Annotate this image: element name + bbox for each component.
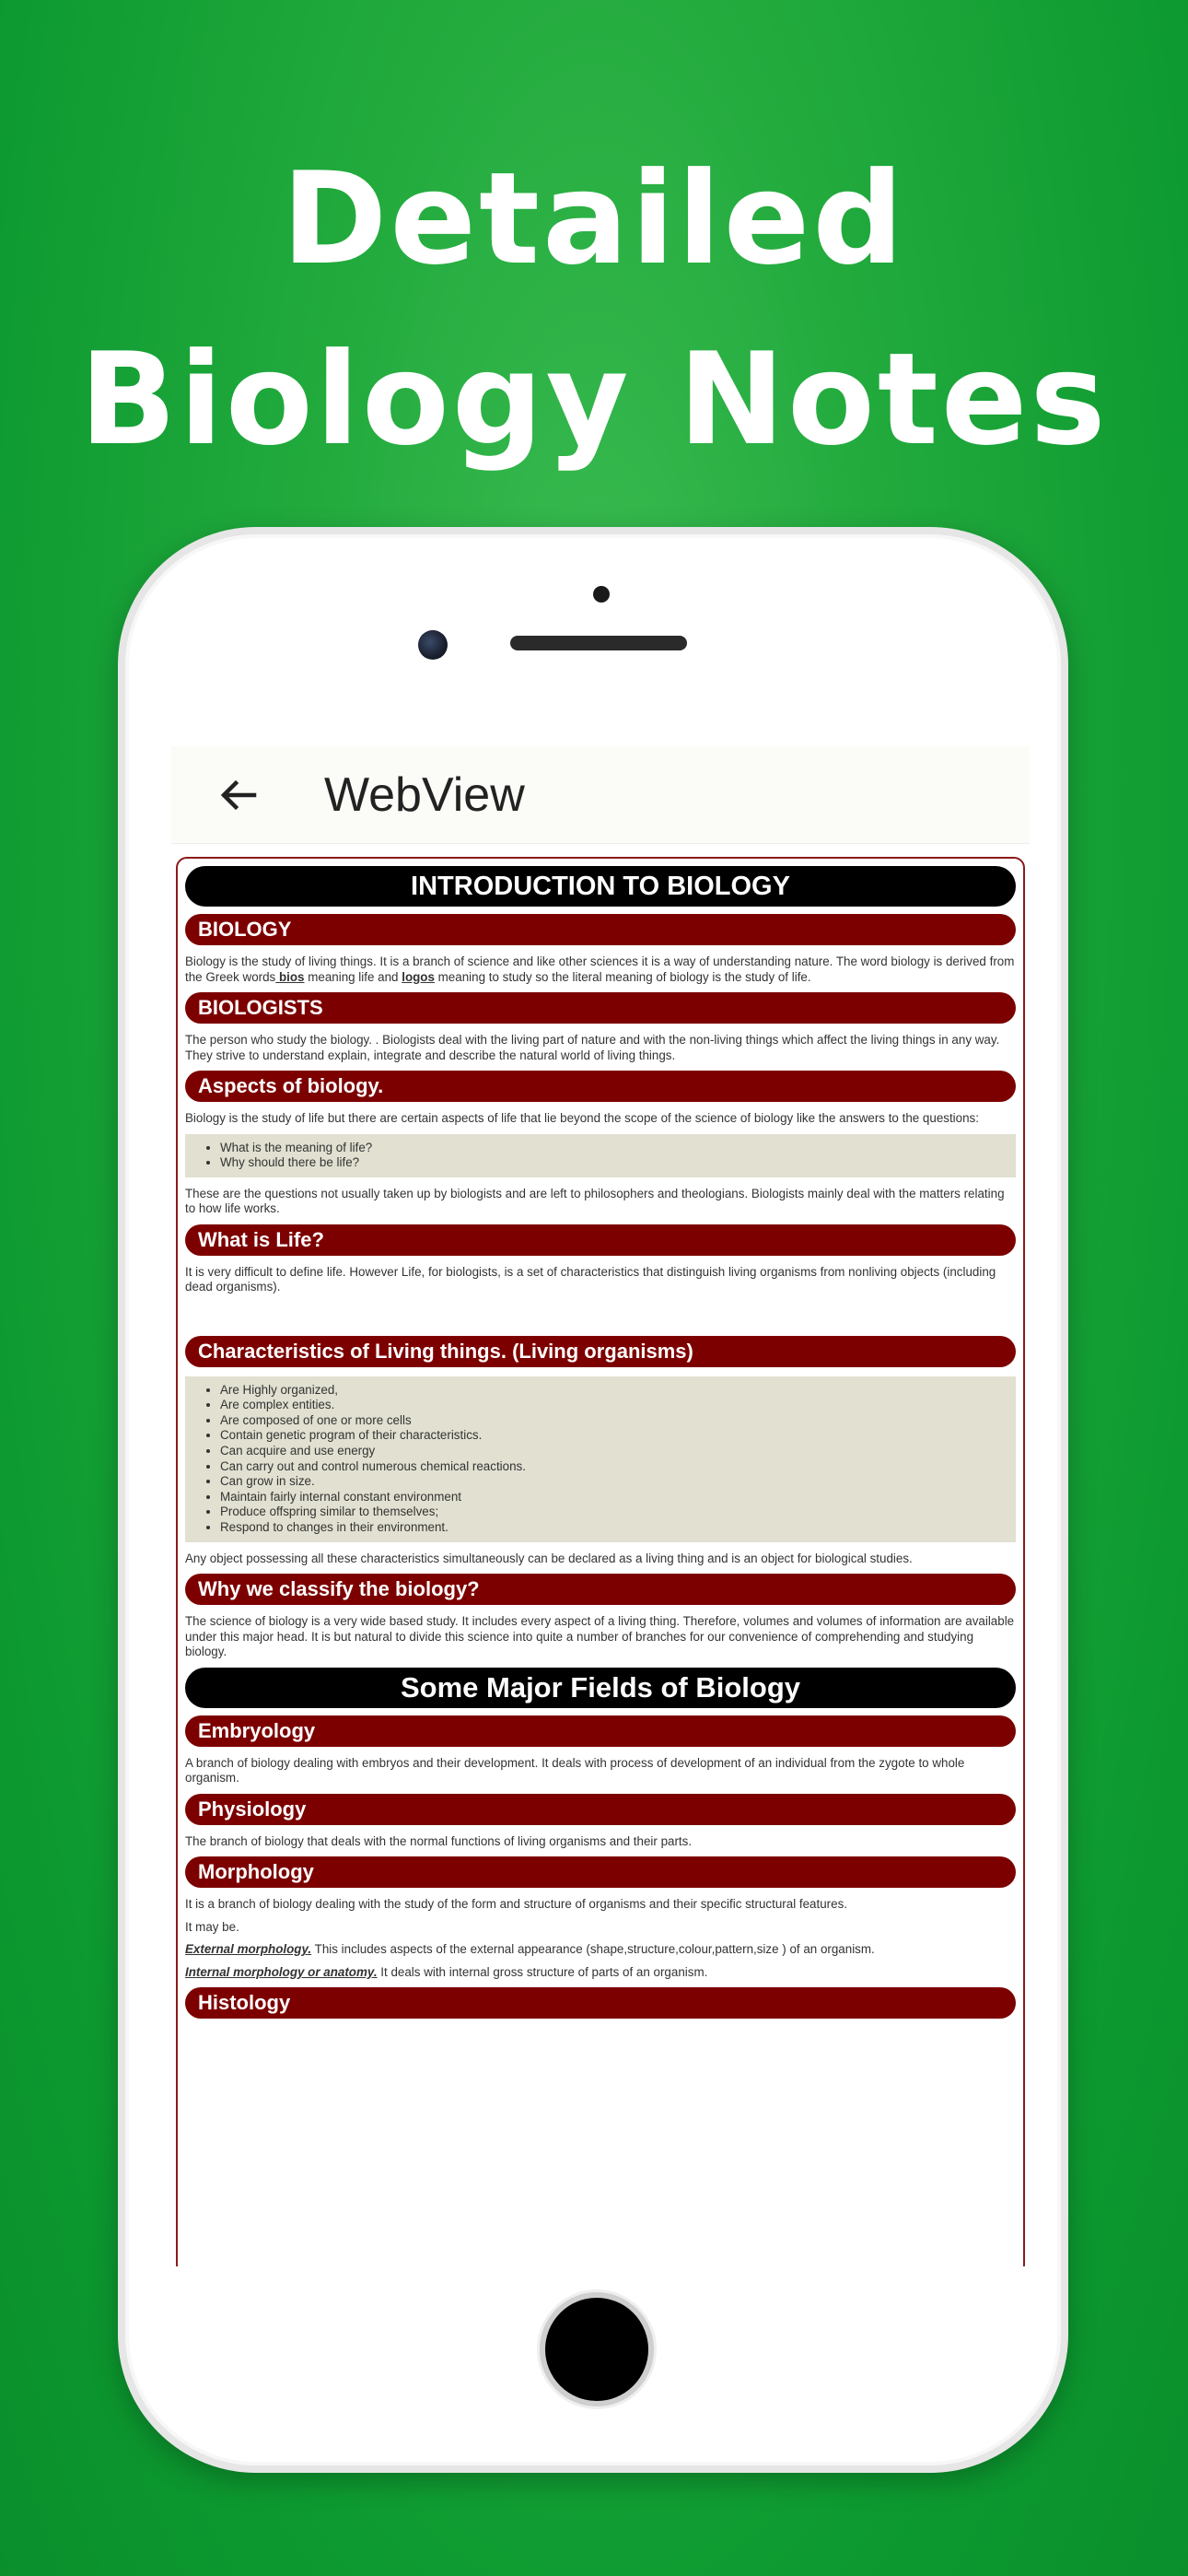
heading-aspects: Aspects of biology.: [185, 1071, 1016, 1102]
term-bios: bios: [275, 969, 305, 984]
phone-screen: [171, 746, 1030, 2266]
list-item: • Are complex entities.: [220, 1398, 1016, 1413]
list-item: • Can grow in size.: [220, 1474, 1016, 1490]
main-title: INTRODUCTION TO BIOLOGY: [185, 866, 1016, 907]
biology-paragraph: Biology is the study of living things. It is a branch of science and like other sciences it is a way of understanding nature. The word biology is derived from the Greek words bios meaning life and logos meaning to study so the literal meaning of biology is the study of life.: [185, 954, 1015, 984]
front-camera: [418, 630, 448, 660]
fields-title: Some Major Fields of Biology: [185, 1668, 1016, 1708]
term-logos: logos: [402, 969, 435, 984]
characteristics-outro: Any object possessing all these characteristics simultaneously can be declared as a living thing and is an object for biological studies.: [185, 1551, 913, 1565]
term-external-morphology: External morphology.: [185, 1942, 312, 1957]
heading-embryology: Embryology: [185, 1715, 1016, 1747]
aspects-question-list: [185, 1134, 1016, 1177]
heading-biology: BIOLOGY: [185, 914, 1016, 945]
heading-classify: Why we classify the biology?: [185, 1574, 1016, 1605]
list-item: • Are composed of one or more cells: [220, 1413, 1016, 1429]
phone-frame: [118, 527, 1068, 2473]
characteristics-list: [185, 1376, 1016, 1542]
list-item: • What is the meaning of life?: [220, 1141, 1016, 1156]
app-bar-title: WebView: [324, 767, 525, 822]
classify-paragraph: The science of biology is a very wide based study. It includes every aspect of a living thing. Therefore, volumes and volumes of information are available under this major head. It is but natural to divide this science into quite a number of branches for our convenience of comprehending and studying biology.: [185, 1614, 1015, 1659]
arrow-left-icon[interactable]: [204, 762, 271, 828]
spacer: [185, 1303, 1016, 1330]
headline-line-1: Detailed: [281, 145, 907, 293]
internal-morphology-paragraph: Internal morphology or anatomy. It deals with internal gross structure of parts of an organism.: [185, 1964, 708, 1979]
biologists-paragraph: The person who study the biology. . Biologists deal with the living part of nature and with the non-living things which affect the living things in any way. They strive to understand explain, integrate and describe the natural world of living things.: [185, 1033, 1000, 1062]
headline: [0, 129, 1188, 490]
list-item: • Respond to changes in their environment.: [220, 1520, 1016, 1536]
proximity-sensor: [593, 586, 610, 603]
list-item: • Can carry out and control numerous chemical reactions.: [220, 1459, 1016, 1475]
aspects-intro: Biology is the study of life but there are certain aspects of life that lie beyond the scope of the science of biology like the answers to the questions:: [185, 1111, 979, 1125]
what-is-life-paragraph: It is very difficult to define life. However Life, for biologists, is a set of characteristics that distinguish living organisms from nonliving objects (including dead organisms).: [185, 1264, 996, 1294]
home-button[interactable]: [540, 2292, 654, 2406]
headline-line-2: Biology Notes: [79, 325, 1109, 474]
list-item: • Why should there be life?: [220, 1155, 1016, 1171]
term-internal-morphology: Internal morphology or anatomy.: [185, 1964, 378, 1979]
heading-characteristics: Characteristics of Living things. (Living organisms): [185, 1336, 1016, 1367]
earpiece-speaker: [510, 636, 687, 650]
list-item: • Produce offspring similar to themselves;: [220, 1505, 1016, 1520]
list-item: • Maintain fairly internal constant environment: [220, 1490, 1016, 1505]
app-bar: [171, 746, 1030, 844]
embryology-paragraph: A branch of biology dealing with embryos and their development. It deals with process of development of an individual from the zygote to whole organism.: [185, 1755, 965, 1786]
heading-what-is-life: What is Life?: [185, 1224, 1016, 1256]
morphology-may-be: It may be.: [185, 1919, 239, 1934]
external-morphology-paragraph: External morphology. This includes aspects of the external appearance (shape,structure,colour,pattern,size ) of an organism.: [185, 1942, 875, 1957]
list-item: • Can acquire and use energy: [220, 1444, 1016, 1459]
heading-biologists: BIOLOGISTS: [185, 992, 1016, 1024]
list-item: • Contain genetic program of their characteristics.: [220, 1428, 1016, 1444]
list-item: • Are Highly organized,: [220, 1383, 1016, 1399]
heading-histology: Histology: [185, 1987, 1016, 2019]
webview-content[interactable]: [176, 857, 1025, 2266]
aspects-outro: These are the questions not usually taken up by biologists and are left to philosophers and theologians. Biologists mainly deal with the matters relating to how life works.: [185, 1186, 1005, 1216]
morphology-paragraph: It is a branch of biology dealing with the study of the form and structure of organisms and their specific structural features.: [185, 1897, 847, 1912]
physiology-paragraph: The branch of biology that deals with the normal functions of living organisms and their parts.: [185, 1833, 693, 1848]
heading-morphology: Morphology: [185, 1856, 1016, 1888]
heading-physiology: Physiology: [185, 1794, 1016, 1825]
